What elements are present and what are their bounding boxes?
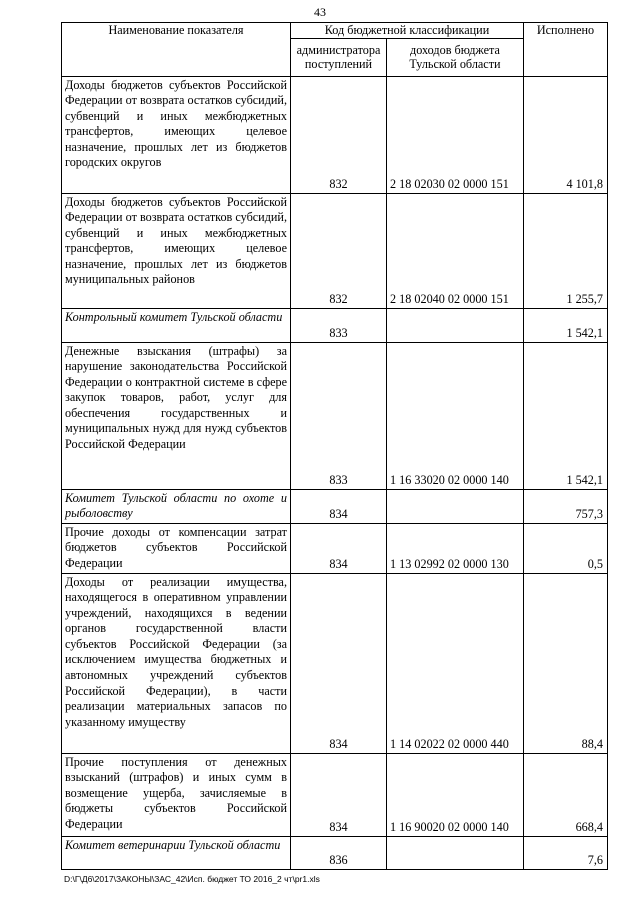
executed-amount: 1 542,1 (524, 342, 608, 489)
income-code: 1 16 90020 02 0000 140 (387, 753, 524, 836)
indicator-name: Доходы бюджетов субъектов Российской Федерации от возврата остатков субсидий, субвенций и иных межбюджетных трансфертов, имеющих целевое назначение, прошлых лет из бюджетов муниципальных районов (62, 193, 291, 308)
income-code: 2 18 02030 02 0000 151 (387, 76, 524, 193)
table-row (62, 193, 608, 308)
table-row (62, 489, 608, 523)
executed-amount: 0,5 (524, 523, 608, 573)
administrator-code: 834 (291, 753, 387, 836)
administrator-code: 833 (291, 342, 387, 489)
indicator-name: Прочие доходы от компенсации затрат бюджетов субъектов Российской Федерации (62, 523, 291, 573)
income-code (387, 836, 524, 869)
indicator-name: Комитет ветеринарии Тульской области (62, 836, 291, 869)
executed-amount: 1 542,1 (524, 308, 608, 342)
table-row (62, 523, 608, 573)
table-row (62, 753, 608, 836)
income-code: 2 18 02040 02 0000 151 (387, 193, 524, 308)
income-code: 1 13 02992 02 0000 130 (387, 523, 524, 573)
indicator-name: Комитет Тульской области по охоте и рыболовству (62, 489, 291, 523)
income-code (387, 489, 524, 523)
table-row (62, 342, 608, 489)
executed-amount: 88,4 (524, 573, 608, 753)
indicator-name: Доходы от реализации имущества, находящегося в оперативном управлении учреждений, находящихся в ведении органов государственной власти субъектов Российской Федерации (за исключением имущества бюджетных и автономных учреждений субъектов Российской Федерации), в части реализации материальных запасов по указанному имуществу (62, 573, 291, 753)
income-code: 1 14 02022 02 0000 440 (387, 573, 524, 753)
table-row (62, 836, 608, 869)
table-row (62, 308, 608, 342)
indicator-name: Контрольный комитет Тульской области (62, 308, 291, 342)
header-classification-code: Код бюджетной классификации (291, 23, 524, 39)
executed-amount: 668,4 (524, 753, 608, 836)
indicator-name: Прочие поступления от денежных взысканий (штрафов) и иных сумм в возмещение ущерба, зачисляемые в бюджеты субъектов Российской Федерации (62, 753, 291, 836)
administrator-code: 834 (291, 489, 387, 523)
administrator-code: 834 (291, 573, 387, 753)
executed-amount: 7,6 (524, 836, 608, 869)
executed-amount: 1 255,7 (524, 193, 608, 308)
indicator-name: Доходы бюджетов субъектов Российской Федерации от возврата остатков субсидий, субвенций и иных межбюджетных трансфертов, имеющих целевое назначение, прошлых лет из бюджетов городских округов (62, 76, 291, 193)
table-row (62, 573, 608, 753)
header-executed: Исполнено (524, 23, 608, 77)
header-indicator-name: Наименование показателя (62, 23, 291, 77)
income-code (387, 308, 524, 342)
executed-amount: 757,3 (524, 489, 608, 523)
budget-execution-table (61, 22, 608, 870)
executed-amount: 4 101,8 (524, 76, 608, 193)
administrator-code: 836 (291, 836, 387, 869)
administrator-code: 834 (291, 523, 387, 573)
administrator-code: 832 (291, 76, 387, 193)
header-budget-income: доходов бюджета Тульской области (387, 38, 524, 76)
header-administrator: администратора поступлений (291, 38, 387, 76)
indicator-name: Денежные взыскания (штрафы) за нарушение законодательства Российской Федерации о контрактной системе в сфере закупок товаров, работ, услуг для обеспечения государственных и муниципальных нужд для нужд субъектов Российской Федерации (62, 342, 291, 489)
income-code: 1 16 33020 02 0000 140 (387, 342, 524, 489)
page-number: 43 (314, 5, 326, 19)
table-row (62, 76, 608, 193)
administrator-code: 833 (291, 308, 387, 342)
administrator-code: 832 (291, 193, 387, 308)
file-path-footer: D:\Г\Д6\2017\ЗАКОНЫ\ЗАС_42\Исп. бюджет ТО 2016_2 чт\pr1.xls (64, 874, 320, 884)
